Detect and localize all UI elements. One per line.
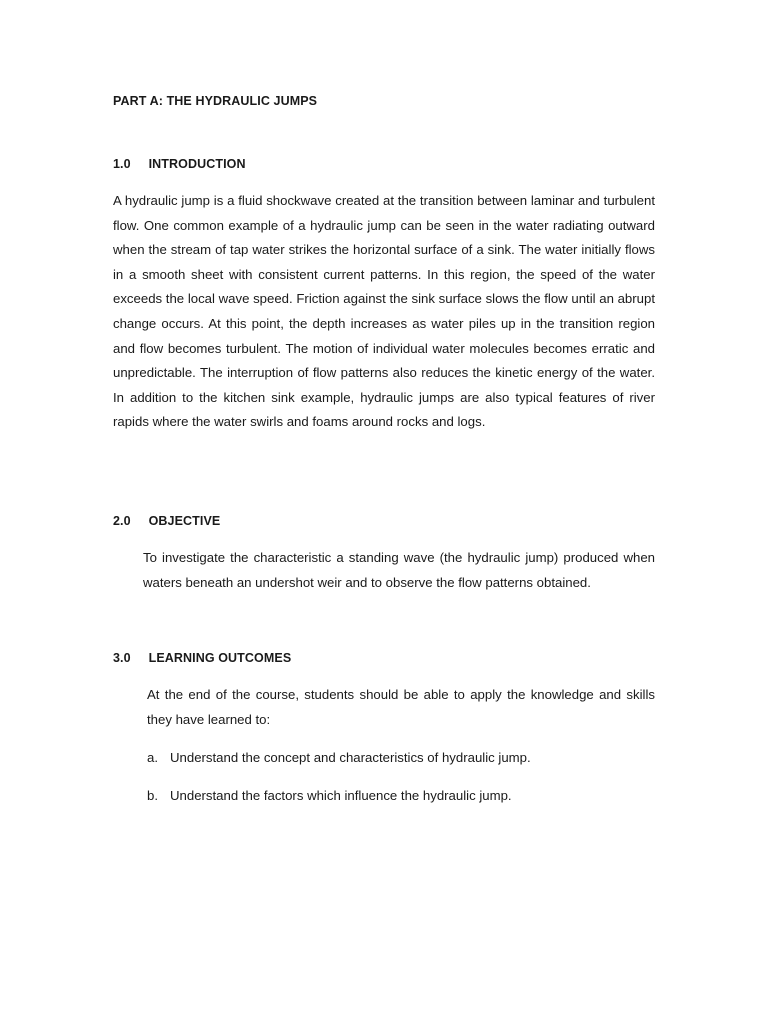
list-item-text: Understand the concept and characteristics of hydraulic jump. <box>170 750 531 765</box>
list-marker: a. <box>147 750 158 765</box>
list-item <box>147 750 531 765</box>
section-title: INTRODUCTION <box>148 157 246 171</box>
objective-paragraph: To investigate the characteristic a standing wave (the hydraulic jump) produced when waters beneath an undershot weir and to observe the flow patterns obtained. <box>143 550 655 590</box>
section-number: 2.0 <box>113 514 131 528</box>
section-number: 3.0 <box>113 651 131 665</box>
part-title: PART A: THE HYDRAULIC JUMPS <box>113 94 318 108</box>
section-title: OBJECTIVE <box>148 514 221 528</box>
section-heading-objective <box>113 514 220 528</box>
list-item <box>147 788 512 803</box>
section-number: 1.0 <box>113 157 131 171</box>
section-heading-learning-outcomes <box>113 651 291 665</box>
list-item-text: Understand the factors which influence the hydraulic jump. <box>170 788 512 803</box>
section-heading-introduction <box>113 157 246 171</box>
learning-outcomes-intro: At the end of the course, students should be able to apply the knowledge and skills they have learned to: <box>147 687 655 727</box>
section-title: LEARNING OUTCOMES <box>148 651 292 665</box>
introduction-paragraph: A hydraulic jump is a fluid shockwave created at the transition between laminar and turbulent flow. One common example of a hydraulic jump can be seen in the water radiating outward when the stream of tap water strikes the horizontal surface of a sink. The water initially flows in a smooth sheet with consistent current patterns. In this region, the speed of the water exceeds the local wave speed. Friction against the sink surface slows the flow until an abrupt change occurs. At this point, the depth increases as water piles up in the transition region and flow becomes turbulent. The motion of individual water molecules becomes erratic and unpredictable. The interruption of flow patterns also reduces the kinetic energy of the water. In addition to the kitchen sink example, hydraulic jumps are also typical features of river rapids where the water swirls and foams around rocks and logs. <box>113 193 655 430</box>
list-marker: b. <box>147 788 158 803</box>
